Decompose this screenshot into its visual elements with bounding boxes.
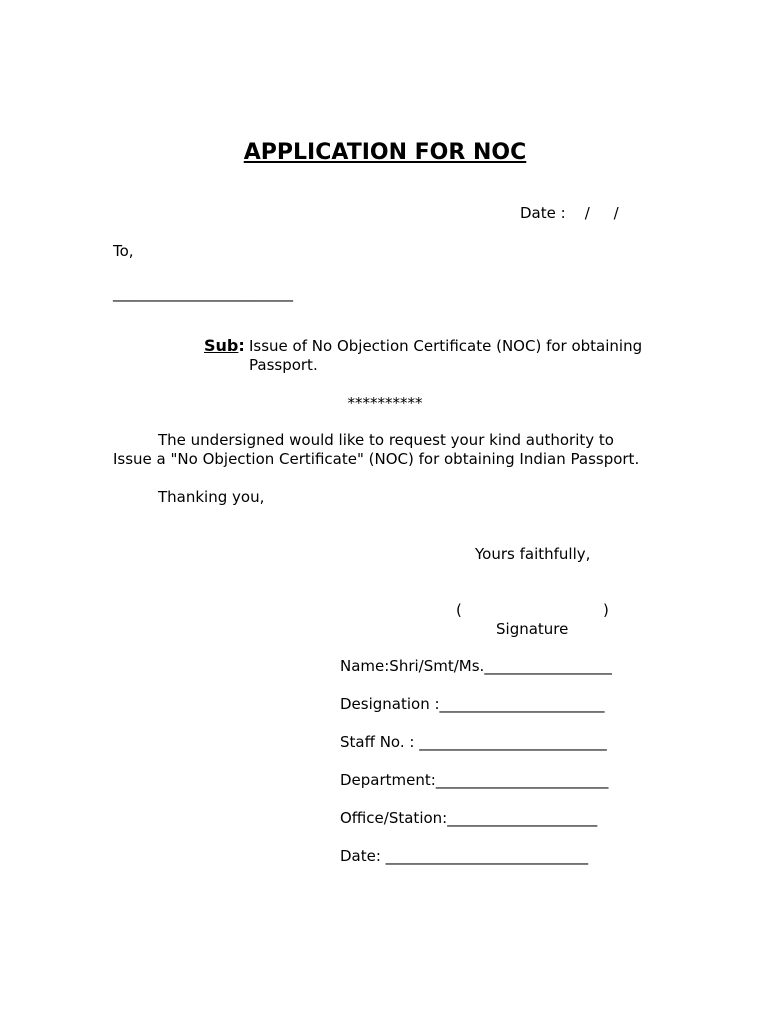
subject-label: [204, 336, 245, 356]
designation-field: Designation :______________________: [340, 695, 605, 713]
subject-label-text: Sub: [204, 336, 239, 355]
date-line: Date : / /: [520, 204, 619, 222]
subject-line-1: Issue of No Objection Certificate (NOC) for obtaining: [249, 337, 643, 355]
to-address-blank: ________________________: [113, 284, 293, 302]
separator-stars: **********: [347, 394, 423, 412]
body-line-1: The undersigned would like to request your kind authority to: [158, 431, 614, 449]
signature-paren-close: ): [603, 601, 609, 619]
office-station-field: Office/Station:____________________: [340, 809, 598, 827]
date-field: Date: ___________________________: [340, 847, 589, 865]
subject-label-colon: :: [238, 336, 245, 355]
signature-label: Signature: [496, 620, 569, 638]
signature-paren-open: (: [456, 601, 462, 619]
staff-no-field: Staff No. : _________________________: [340, 733, 607, 751]
thanks-text: Thanking you,: [158, 488, 265, 506]
department-field: Department:_______________________: [340, 771, 609, 789]
closing-text: Yours faithfully,: [475, 545, 591, 563]
subject-line-2: Passport.: [249, 356, 318, 374]
to-label: To,: [113, 242, 134, 260]
name-field: Name:Shri/Smt/Ms._________________: [340, 657, 612, 675]
page-title: APPLICATION FOR NOC: [243, 140, 527, 165]
body-line-2: Issue a "No Objection Certificate" (NOC) for obtaining Indian Passport.: [113, 450, 640, 468]
